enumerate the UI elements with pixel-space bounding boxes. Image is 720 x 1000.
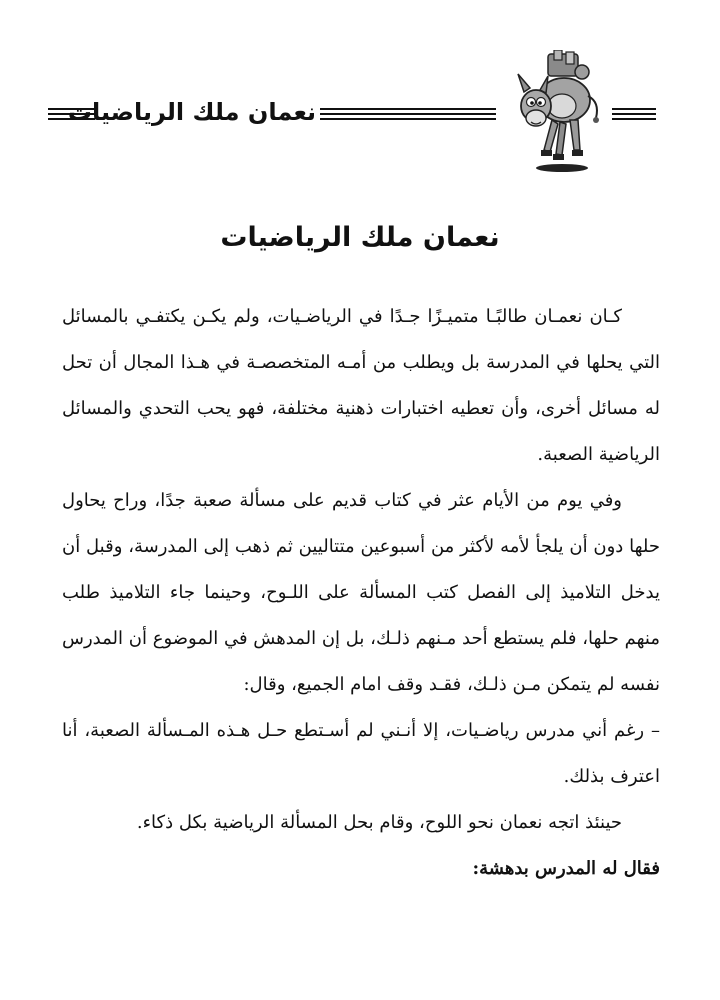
- donkey-mascot-icon: [500, 50, 612, 185]
- paragraph: كـان نعمـان طالبًـا متميـزًا جـدًا في الرياضـيات، ولم يكـن يكتفـي بالمسائل التي يحلها في المدرسة بل ويطلب من أمـه المتخصصـة في هـذا المجال أن تحل له مسائل أخرى، وأن تعطيه اختبارات ذهنية مختلفة، فهو يحب التحدي والمسائل الرياضية الصعبة.: [62, 306, 660, 465]
- page-header: [0, 70, 720, 190]
- page-title: نعمان ملك الرياضيات: [220, 222, 500, 253]
- decorative-rule: [320, 108, 496, 122]
- paragraph: فقال له المدرس بدهشة:: [472, 858, 660, 879]
- paragraph: حينئذ اتجه نعمان نحو اللوح، وقام بحل المسألة الرياضية بكل ذكاء.: [136, 812, 622, 833]
- paragraph: وفي يوم من الأيام عثر في كتاب قديم على مسألة صعبة جدًا، وراح يحاول حلها دون أن يلجأ لأمه لأكثر من أسبوعين متتاليين ثم ذهب إلى المدرسة، وقبل أن يدخل التلاميذ إلى الفصل كتب المسألة على اللـوح، وحينما جاء التلاميذ طلب منهم حلها، فلم يستطع أحد مـنهم ذلـك، بل إن المدهش في الموضوع أن المدرس نفسه لم يتمكن مـن ذلـك، فقـد وقف امام الجميع، وقال:: [62, 490, 660, 695]
- decorative-rule: [612, 108, 656, 122]
- running-header-title: نعمان ملك الرياضيات: [67, 98, 316, 126]
- story-body: [62, 294, 660, 892]
- dialogue-paragraph: – رغم أني مدرس رياضـيات، إلا أنـني لم أسـتطع حـل هـذه المـسألة الصعبة، أنا اعترف بذلك.: [62, 720, 660, 787]
